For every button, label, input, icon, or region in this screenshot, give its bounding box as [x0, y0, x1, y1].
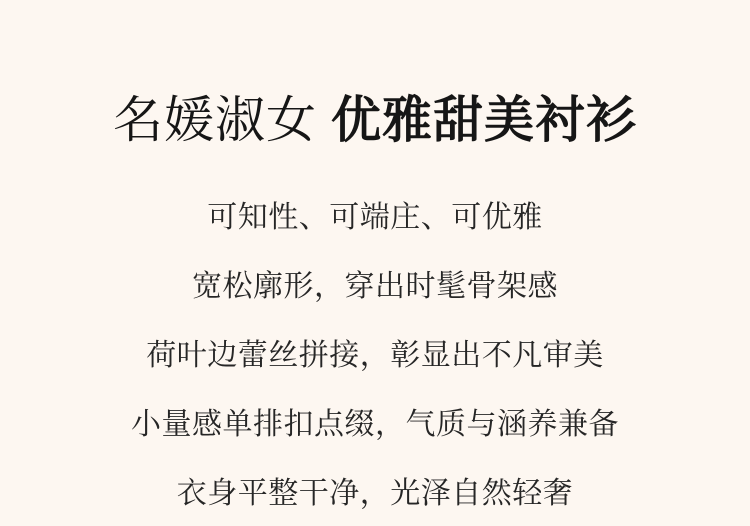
- selling-point-line: 可知性、可端庄、可优雅: [207, 201, 543, 234]
- selling-point-line: 荷叶边蕾丝拼接，彰显出不凡审美: [146, 339, 604, 372]
- selling-point-line: 小量感单排扣点缀，气质与涵养兼备: [131, 408, 619, 441]
- product-title-light-part: 名媛淑女: [113, 92, 317, 148]
- product-title-bold-part: 优雅甜美衬衫: [331, 92, 637, 148]
- selling-point-list: [131, 200, 619, 512]
- selling-point-line: 衣身平整干净，光泽自然轻奢: [176, 477, 574, 510]
- selling-point-line: 宽松廓形，穿出时髦骨架感: [192, 270, 558, 303]
- product-title: [113, 92, 637, 148]
